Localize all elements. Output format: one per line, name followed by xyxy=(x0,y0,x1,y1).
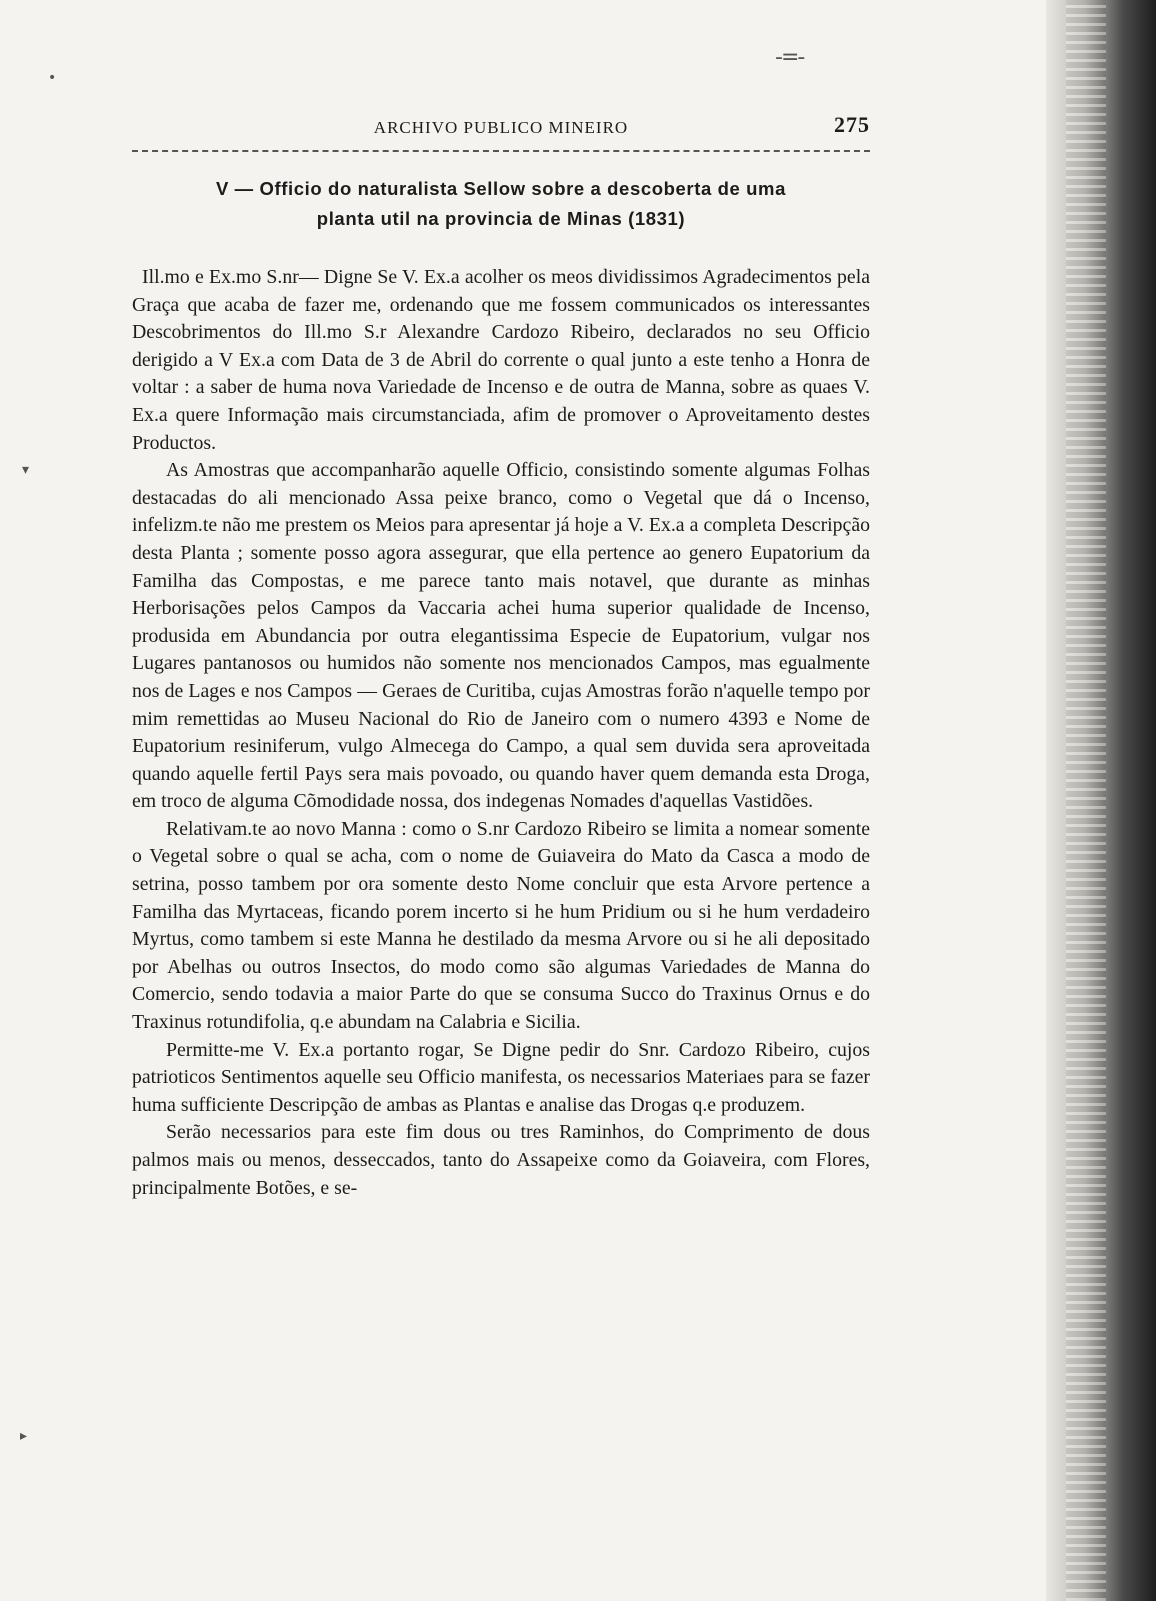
paragraph-3: Relativam.te ao novo Manna : como o S.nr Cardozo Ribeiro se limita a nomear somente o Vegetal sobre o qual se acha, com o nome de Guiaveira do Mato da Casca a modo de setrina, posso tambem por ora somente desto Nome concluir que esta Arvore pertence a Familha das Myrtaceas, ficando porem incerto si he hum Pridium ou si he hum verdadeiro Myrtus, como tambem si este Manna he destilado da mesma Arvore ou si he ali depositado por Abelhas ou outros Insectos, do modo como são algumas Variedades de Manna do Comercio, sendo todavia a maior Parte do que se consuma Succo do Traxinus Ornus e do Traxinus rotundifolia, q.e abundam na Calabria e Sicilia. xyxy=(132,817,870,1034)
document-page xyxy=(132,112,870,1202)
running-head-title: ARCHIVO PUBLICO MINEIRO xyxy=(373,118,629,137)
scan-artifact: -=- xyxy=(775,45,804,70)
paragraph-2: As Amostras que accompanharão aquelle Officio, consistindo somente algumas Folhas destacadas do ali mencionado Assa peixe branco, como o Vegetal que dá o Incenso, infelizm.te não me prestem os Meios para apresentar já hoje a V. Ex.a a completa Descripção desta Planta ; somente posso agora assegurar, que ella pertence ao genero Eupatorium da Familha das Compostas, e me parece tanto mais notavel, que durante as minhas Herborisações pelos Campos da Vaccaria achei huma superior qualidade de Incenso, produsida em Abundancia por outra elegantissima Especie de Eupatorium, vulgar nos Lugares pantanosos ou humidos não somente nos mencionados Campos, mas egualmente nos de Lages e nos Campos — Geraes de Curitiba, cujas Amostras forão n'aquelle tempo por mim remettidas ao Museu Nacional do Rio de Janeiro com o numero 4393 e Nome de Eupatorium resiniferum, vulgo Almecega do Campo, a qual sem duvida sera aproveitada quando aquelle fertil Pays sera mais povoado, ou quando haver quem demanda esta Droga, em troco de alguma Cõmodidade nossa, dos indegenas Nomades d'aquellas Vastidões. xyxy=(132,459,870,813)
running-head xyxy=(132,112,870,142)
scan-page-edge xyxy=(1046,0,1156,1601)
section-title-line-1: V — Officio do naturalista Sellow sobre a descoberta de uma xyxy=(216,178,786,199)
body-text xyxy=(132,264,870,1202)
paragraph-1: Ill.mo e Ex.mo S.nr— Digne Se V. Ex.a acolher os meos dividissimos Agradecimentos pela Graça que acaba de fazer me, ordenando que me fossem communicados os interessantes Descobrimentos do Ill.mo S.r Alexandre Cardozo Ribeiro, declarados no seu Officio derigido a V Ex.a com Data de 3 de Abril do corrente o qual junto a este tenho a Honra de voltar : a saber de huma nova Variedade de Incenso e de outra de Manna, sobre as quaes V. Ex.a quere Informação mais circumstanciada, afim de promover o Aproveitamento destes Productos. xyxy=(132,266,870,454)
section-title-line-2: planta util na provincia de Minas (1831) xyxy=(316,208,686,229)
paragraph-4: Permitte-me V. Ex.a portanto rogar, Se Digne pedir do Snr. Cardozo Ribeiro, cujos patrioticos Sentimentos aquelle seu Officio manifesta, os necessarios Materiaes para se fazer huma sufficiente Descripção de ambas as Plantas e analise das Drogas q.e produzem. xyxy=(132,1038,870,1116)
paragraph-5: Serão necessarios para este fim dous ou tres Raminhos, do Comprimento de dous palmos mais ou menos, desseccados, tanto do Assapeixe como da Goiaveira, com Flores, principalmente Botões, e se- xyxy=(132,1121,870,1199)
header-rule xyxy=(132,150,870,152)
section-title xyxy=(132,174,870,234)
page-number: 275 xyxy=(834,112,870,137)
scan-speck: • xyxy=(48,70,57,86)
scan-speck: ▸ xyxy=(20,1428,28,1444)
scan-speck: ▾ xyxy=(22,462,30,478)
